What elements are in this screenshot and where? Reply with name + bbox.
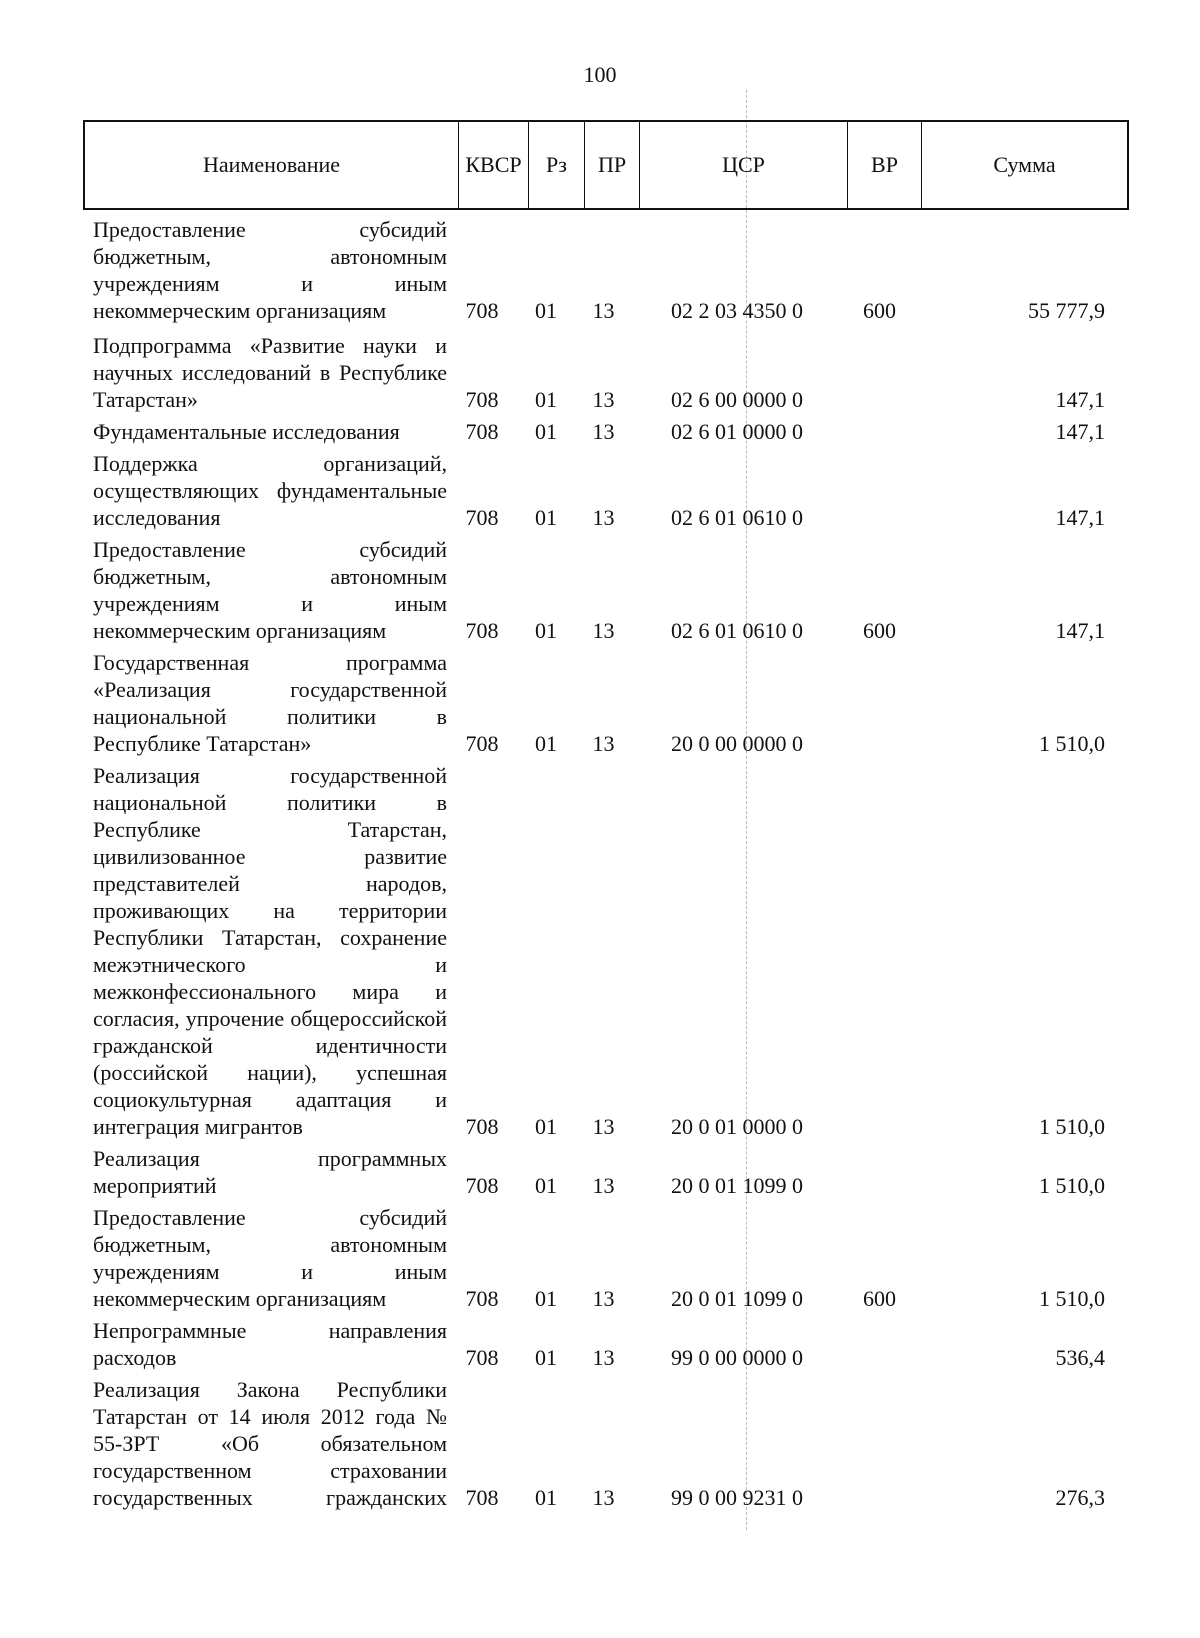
row-kvsr: 708 — [465, 731, 499, 756]
table-header — [83, 120, 1129, 210]
row-name: Предоставление субсидий бюджетным, автономным учреждениям и иным некоммерческим организациям — [93, 217, 447, 323]
row-csr: 20 0 01 1099 0 — [671, 1173, 803, 1198]
row-rz: 01 — [535, 387, 557, 412]
row-pr: 13 — [592, 731, 615, 756]
header-sum: Сумма — [993, 152, 1056, 177]
row-sum: 147,1 — [1055, 419, 1105, 444]
table-row — [93, 1376, 1129, 1511]
row-csr: 20 0 01 0000 0 — [671, 1114, 803, 1139]
table-row — [93, 418, 1129, 445]
row-csr: 20 0 00 0000 0 — [671, 731, 803, 756]
row-kvsr: 708 — [465, 1173, 499, 1198]
row-rz: 01 — [535, 618, 557, 643]
table-row — [93, 762, 1129, 1140]
row-name: Непрограммные направления расходов — [93, 1318, 447, 1370]
row-rz: 01 — [535, 298, 557, 323]
row-rz: 01 — [535, 1114, 557, 1139]
row-csr: 02 6 01 0610 0 — [671, 618, 803, 643]
row-csr: 02 6 01 0000 0 — [671, 419, 803, 444]
row-sum: 1 510,0 — [1039, 1286, 1105, 1311]
row-csr: 02 6 01 0610 0 — [671, 505, 803, 530]
row-pr: 13 — [592, 1114, 615, 1139]
page-number: 100 — [583, 62, 617, 87]
row-rz: 01 — [535, 1485, 557, 1510]
row-pr: 13 — [592, 1173, 615, 1198]
row-vr: 600 — [863, 618, 896, 643]
table-row — [93, 536, 1129, 644]
header-vr: ВР — [848, 122, 922, 208]
table-row — [93, 450, 1129, 531]
row-rz: 01 — [535, 1345, 557, 1370]
row-name: Подпрограмма «Развитие науки и научных исследований в Республике Татарстан» — [93, 333, 447, 412]
row-name: Реализация Закона Республики Татарстан от 14 июля 2012 года № 55-ЗРТ «Об обязательном государственном страховании государственных гражданских — [93, 1377, 447, 1510]
row-sum: 1 510,0 — [1039, 731, 1105, 756]
row-name: Реализация государственной национальной политики в Республике Татарстан, цивилизованное развитие представителей народов, проживающих на территории Республики Татарстан, сохранение межэтнического и межконфессионального мира и согласия, упрочение общероссийской гражданской идентичности (российской нации), успешная социокультурная адаптация и интеграция мигрантов — [93, 763, 447, 1139]
row-pr: 13 — [592, 1485, 615, 1510]
table-row — [93, 649, 1129, 757]
row-sum: 1 510,0 — [1039, 1173, 1105, 1198]
row-csr: 02 2 03 4350 0 — [671, 298, 803, 323]
row-kvsr: 708 — [465, 1286, 499, 1311]
row-rz: 01 — [535, 505, 557, 530]
table-row — [93, 1317, 1129, 1371]
row-kvsr: 708 — [465, 419, 499, 444]
row-kvsr: 708 — [465, 1114, 499, 1139]
row-sum: 55 777,9 — [1028, 298, 1105, 323]
row-name: Предоставление субсидий бюджетным, автономным учреждениям и иным некоммерческим организациям — [93, 1205, 447, 1311]
row-sum: 1 510,0 — [1039, 1114, 1105, 1139]
row-name: Фундаментальные исследования — [93, 419, 400, 444]
table-row — [93, 1204, 1129, 1312]
row-csr: 02 6 00 0000 0 — [671, 387, 803, 412]
row-rz: 01 — [535, 731, 557, 756]
row-sum: 276,3 — [1055, 1485, 1105, 1510]
row-csr: 99 0 00 0000 0 — [671, 1345, 803, 1370]
row-rz: 01 — [535, 1173, 557, 1198]
table-row — [93, 216, 1129, 324]
row-sum: 536,4 — [1055, 1345, 1105, 1370]
header-csr: ЦСР — [640, 122, 848, 208]
row-csr: 20 0 01 1099 0 — [671, 1286, 803, 1311]
header-rz: Рз — [529, 122, 585, 208]
row-sum: 147,1 — [1055, 387, 1105, 412]
row-pr: 13 — [592, 419, 615, 444]
row-name: Реализация программных мероприятий — [93, 1146, 447, 1198]
row-kvsr: 708 — [465, 1345, 499, 1370]
row-kvsr: 708 — [465, 1485, 499, 1510]
table-row — [93, 1145, 1129, 1199]
row-kvsr: 708 — [465, 505, 499, 530]
row-csr: 99 0 00 9231 0 — [671, 1485, 803, 1510]
row-pr: 13 — [592, 387, 615, 412]
table-row — [93, 332, 1129, 413]
row-vr: 600 — [863, 1286, 896, 1311]
header-pr: ПР — [585, 122, 640, 208]
row-name: Государственная программа «Реализация государственной национальной политики в Республике Татарстан» — [93, 650, 447, 756]
row-rz: 01 — [535, 1286, 557, 1311]
row-rz: 01 — [535, 419, 557, 444]
row-pr: 13 — [592, 1286, 615, 1311]
row-name: Предоставление субсидий бюджетным, автономным учреждениям и иным некоммерческим организациям — [93, 537, 447, 643]
row-pr: 13 — [592, 298, 615, 323]
row-name: Поддержка организаций, осуществляющих фундаментальные исследования — [93, 451, 447, 530]
row-vr: 600 — [863, 298, 896, 323]
row-kvsr: 708 — [465, 298, 499, 323]
row-kvsr: 708 — [465, 387, 499, 412]
row-pr: 13 — [592, 505, 615, 530]
row-pr: 13 — [592, 618, 615, 643]
header-name: Наименование — [85, 122, 459, 208]
row-sum: 147,1 — [1055, 618, 1105, 643]
row-kvsr: 708 — [465, 618, 499, 643]
row-pr: 13 — [592, 1345, 615, 1370]
table-body — [93, 216, 1129, 1511]
header-kvsr: КВСР — [459, 122, 529, 208]
row-sum: 147,1 — [1055, 505, 1105, 530]
